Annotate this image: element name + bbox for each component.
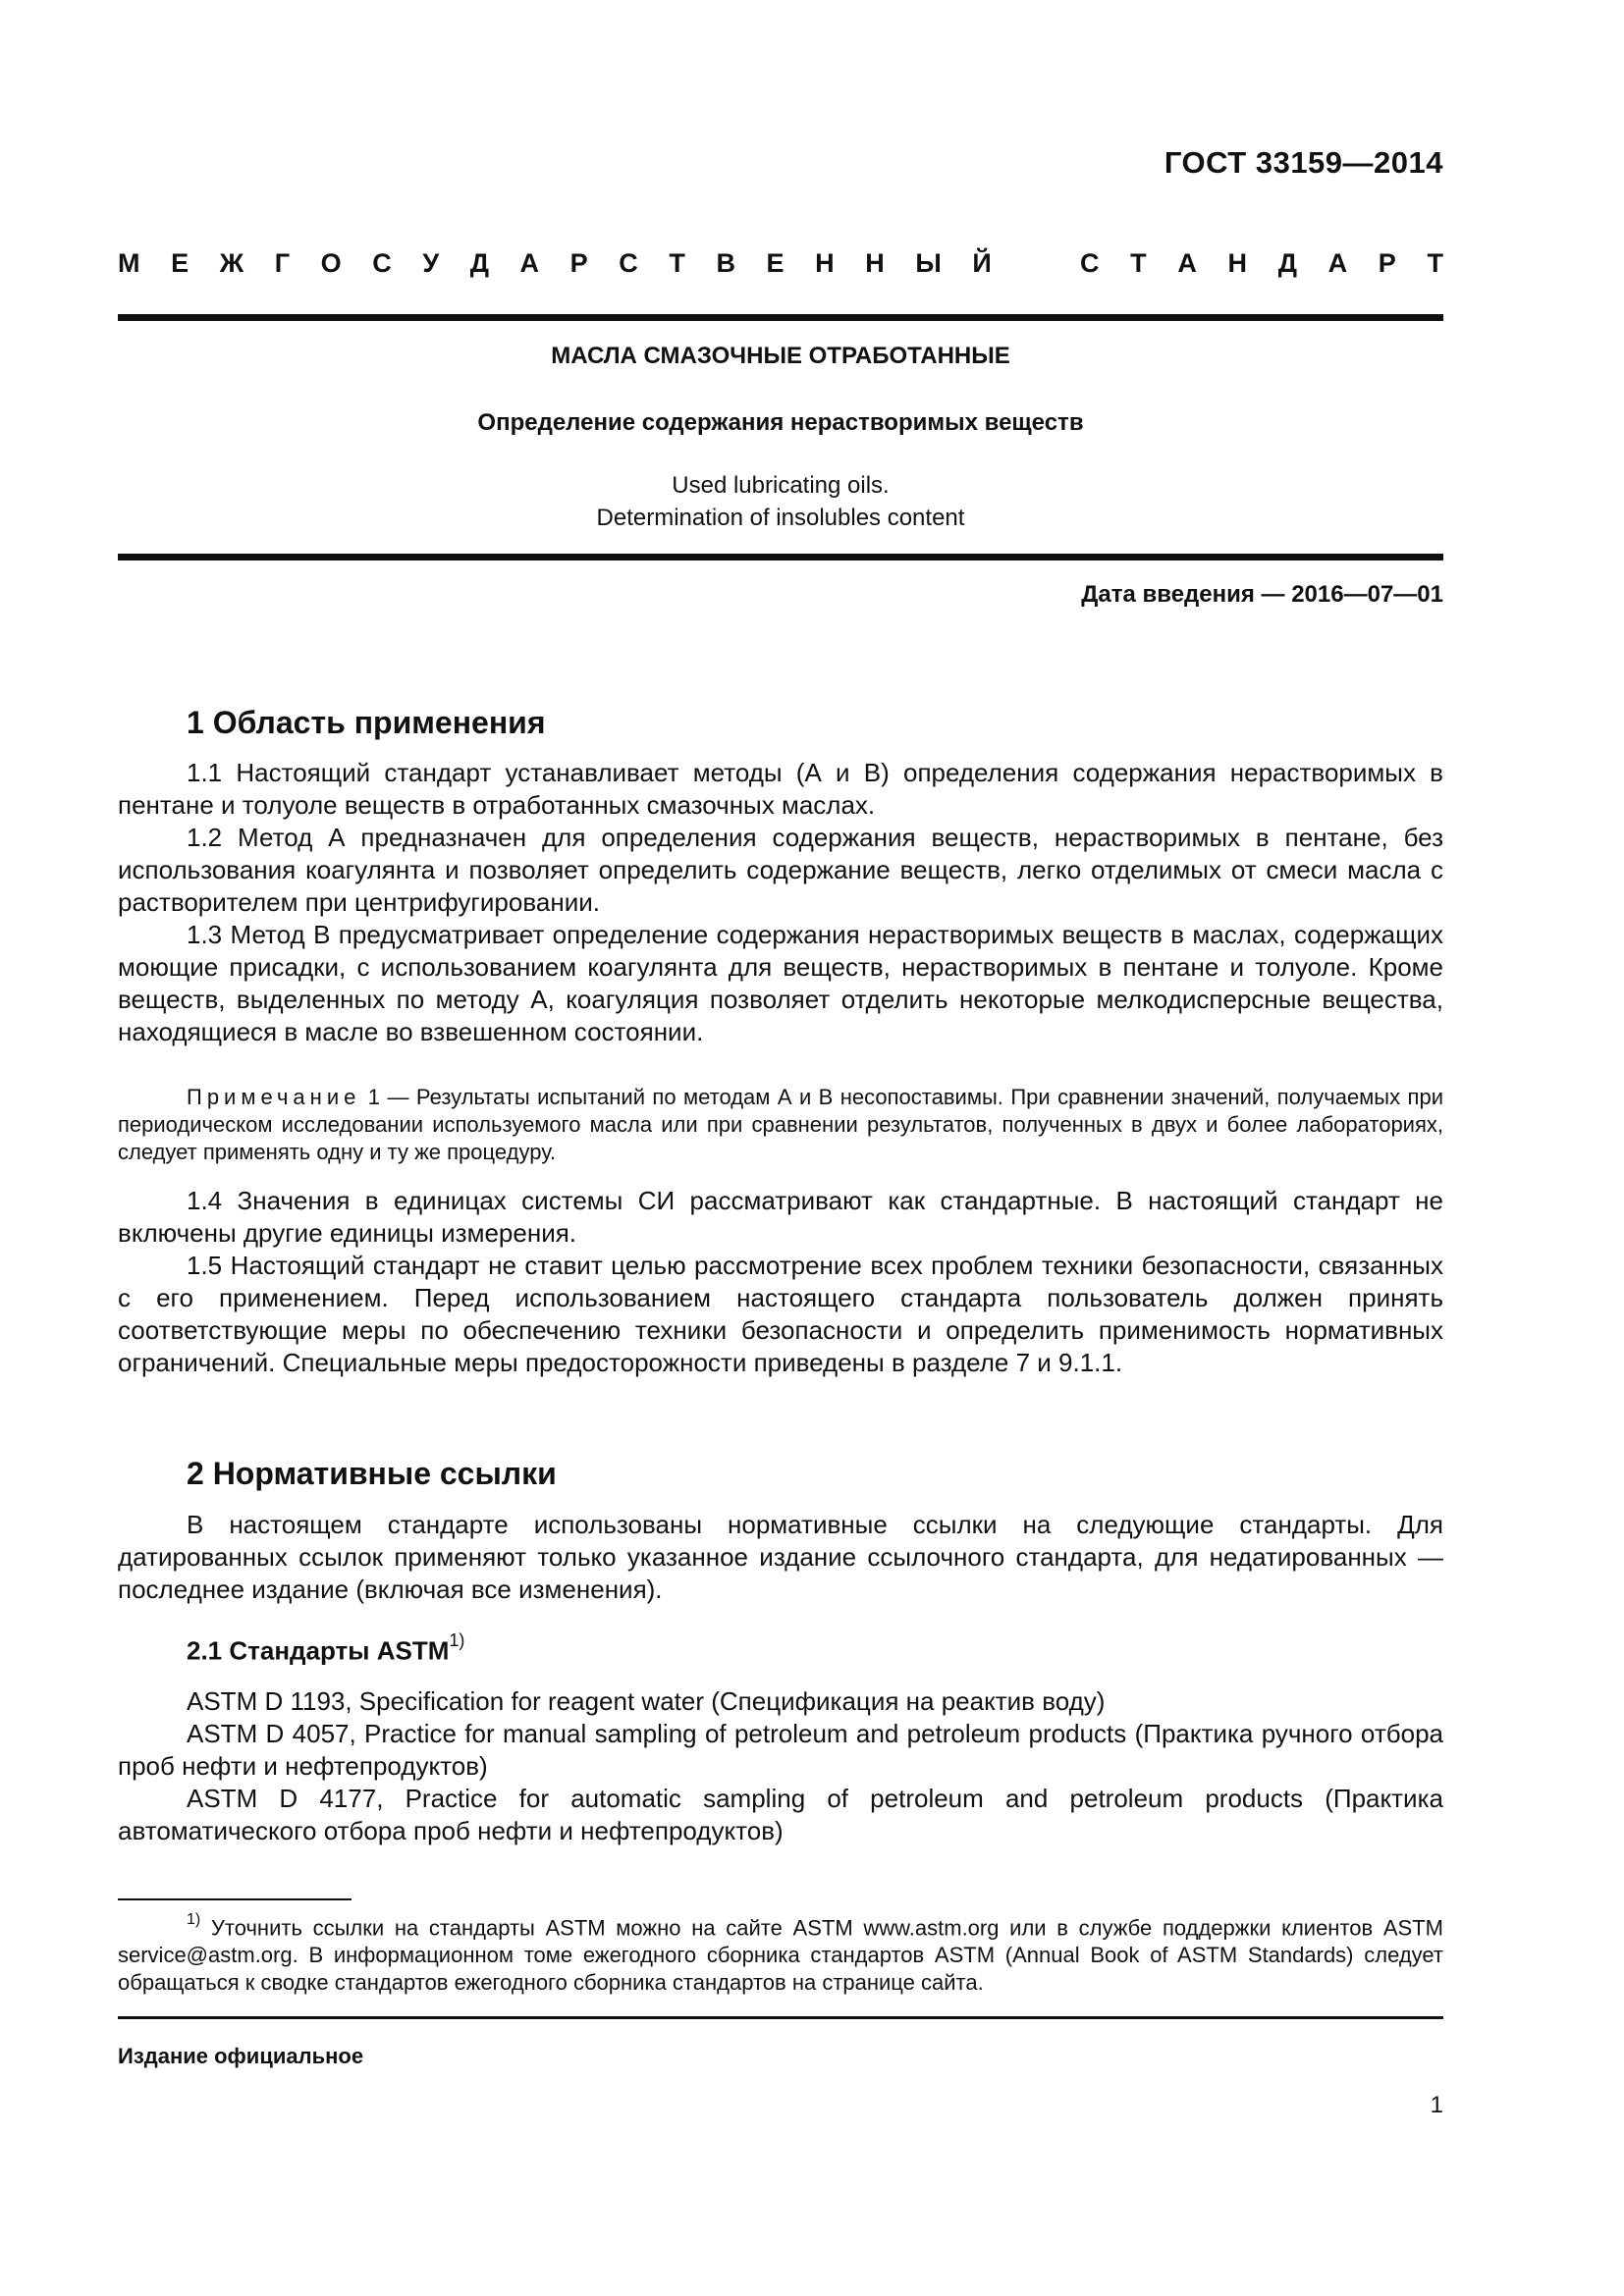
banner-letter: А bbox=[1177, 248, 1197, 278]
banner-letter: Г bbox=[274, 248, 291, 278]
english-title bbox=[118, 469, 1443, 534]
page-number: 1 bbox=[1430, 2092, 1443, 2118]
banner-letter: С bbox=[1080, 248, 1100, 278]
note-text: 1 — Результаты испытаний по методам А и В несопоставимы. При сравнении значений, получаемых при периодическом исследовании используемого масла или при сравнении результатов, полученных в двух и более лабораториях, следует применять одну и ту же процедуру. bbox=[118, 1085, 1443, 1164]
banner-letter: С bbox=[619, 248, 638, 278]
official-edition-label: Издание официальное bbox=[118, 2044, 364, 2068]
banner-letter: У bbox=[422, 248, 440, 278]
footnote-separator bbox=[118, 1898, 352, 1900]
footer-rule bbox=[118, 2016, 1443, 2019]
banner-letter: В bbox=[716, 248, 735, 278]
clause-1-1: 1.1 Настоящий стандарт устанавливает методы (А и В) определения содержания нерастворимых в пентане и толуоле веществ в отработанных смазочных маслах. bbox=[118, 758, 1443, 820]
banner-letter: А bbox=[1327, 248, 1348, 278]
clause-1-3: 1.3 Метод В предусматривает определение содержания нерастворимых веществ в маслах, содержащих моющие присадки, с использованием коагулянта для веществ, нерастворимых в пентане и толуоле. Кроме веществ, выделенных по методу А, коагуляция позволяет отделить некоторые мелкодисперсные вещества, находящиеся в масле во взвешенном состоянии. bbox=[118, 920, 1443, 1046]
english-title-line-1: Used lubricating oils. bbox=[672, 472, 890, 499]
subsection-2-1-title: 2.1 Стандарты ASTM bbox=[187, 1635, 450, 1666]
reference-astm-d4057: ASTM D 4057, Practice for manual sampling of petroleum and petroleum products (Практика ручного отбора проб нефти и нефтепродуктов) bbox=[118, 1719, 1443, 1781]
section-1-heading: 1 Область применения bbox=[187, 705, 546, 740]
banner-letter: Н bbox=[815, 248, 835, 278]
footnote-marker: 1) bbox=[187, 1911, 201, 1928]
banner-letter: Д bbox=[469, 248, 489, 278]
banner-letter: Ы bbox=[915, 248, 942, 278]
banner-letter: Ж bbox=[219, 248, 244, 278]
gost-number: ГОСТ 33159—2014 bbox=[1164, 145, 1443, 180]
section-1-body bbox=[118, 757, 1443, 1048]
banner-letter: Р bbox=[1378, 248, 1396, 278]
subsection-2-1-heading bbox=[187, 1630, 465, 1667]
banner-letter: М bbox=[118, 248, 140, 278]
banner-letter: Т bbox=[669, 248, 685, 278]
banner-letter: Н bbox=[865, 248, 885, 278]
banner-letter: Д bbox=[1277, 248, 1297, 278]
document-subtitle: Определение содержания нерастворимых веществ bbox=[477, 409, 1084, 436]
banner-letter: Т bbox=[1130, 248, 1147, 278]
footnote-1 bbox=[118, 1909, 1443, 1997]
title-rule bbox=[118, 554, 1443, 561]
reference-astm-d1193: ASTM D 1193, Specification for reagent water (Спецификация на реактив воду) bbox=[187, 1686, 1106, 1716]
note-1 bbox=[118, 1084, 1443, 1166]
reference-astm-d4177: ASTM D 4177, Practice for automatic sampling of petroleum and petroleum products (Практика автоматического отбора проб нефти и нефтепродуктов) bbox=[118, 1784, 1443, 1845]
section-2-intro-text: В настоящем стандарте использованы нормативные ссылки на следующие стандарты. Для датированных ссылок применяют только указанное издание ссылочного стандарта, для недатированных — последнее издание (включая все изменения). bbox=[118, 1510, 1443, 1604]
banner-letter: Е bbox=[766, 248, 785, 278]
introduction-date: Дата введения — 2016—07—01 bbox=[1081, 581, 1443, 608]
clause-1-5: 1.5 Настоящий стандарт не ставит целью рассмотрение всех проблем техники безопасности, связанных с его применением. Перед использованием настоящего стандарта пользователь должен принять соответствующие меры по обеспечению техники безопасности и определить применимость нормативных ограничений. Специальные меры предосторожности приведены в разделе 7 и 9.1.1. bbox=[118, 1251, 1443, 1377]
banner-letter: Р bbox=[569, 248, 588, 278]
section-1-body-continued bbox=[118, 1185, 1443, 1379]
header-rule bbox=[118, 314, 1443, 321]
banner-letter: Н bbox=[1227, 248, 1248, 278]
section-2-intro bbox=[118, 1509, 1443, 1606]
english-title-line-2: Determination of insolubles content bbox=[596, 505, 965, 531]
clause-1-4: 1.4 Значения в единицах системы СИ рассматривают как стандартные. В настоящий стандарт не включены другие единицы измерения. bbox=[118, 1186, 1443, 1248]
footnote-ref-1: 1) bbox=[449, 1630, 465, 1650]
banner-letter: А bbox=[519, 248, 540, 278]
banner-letter: О bbox=[320, 248, 342, 278]
banner-letter: Й bbox=[972, 248, 992, 278]
banner-letter: С bbox=[372, 248, 392, 278]
astm-references-list bbox=[118, 1685, 1443, 1847]
standard-type-banner bbox=[118, 248, 1443, 279]
banner-word-standard bbox=[1080, 248, 1443, 279]
banner-word-interstate bbox=[118, 248, 992, 279]
section-2-heading: 2 Нормативные ссылки bbox=[187, 1456, 557, 1491]
banner-letter: Т bbox=[1427, 248, 1443, 278]
banner-letter: Е bbox=[171, 248, 189, 278]
note-label: Примечание bbox=[187, 1085, 361, 1109]
clause-1-2: 1.2 Метод А предназначен для определения содержания веществ, нерастворимых в пентане, без использования коагулянта и позволяет определить содержание веществ, легко отделимых от смеси масла с растворителем при центрифугировании. bbox=[118, 823, 1443, 917]
document-title: МАСЛА СМАЗОЧНЫЕ ОТРАБОТАННЫЕ bbox=[551, 343, 1010, 369]
footnote-text: Уточнить ссылки на стандарты ASTM можно на сайте ASTM www.astm.org или в службе поддержки клиентов ASTM service@astm.org. В информационном томе ежегодного сборника стандартов ASTM (Annual Book of ASTM Standards) следует обращаться к сводке стандартов ежегодного сборника стандартов на странице сайта. bbox=[118, 1915, 1443, 1996]
